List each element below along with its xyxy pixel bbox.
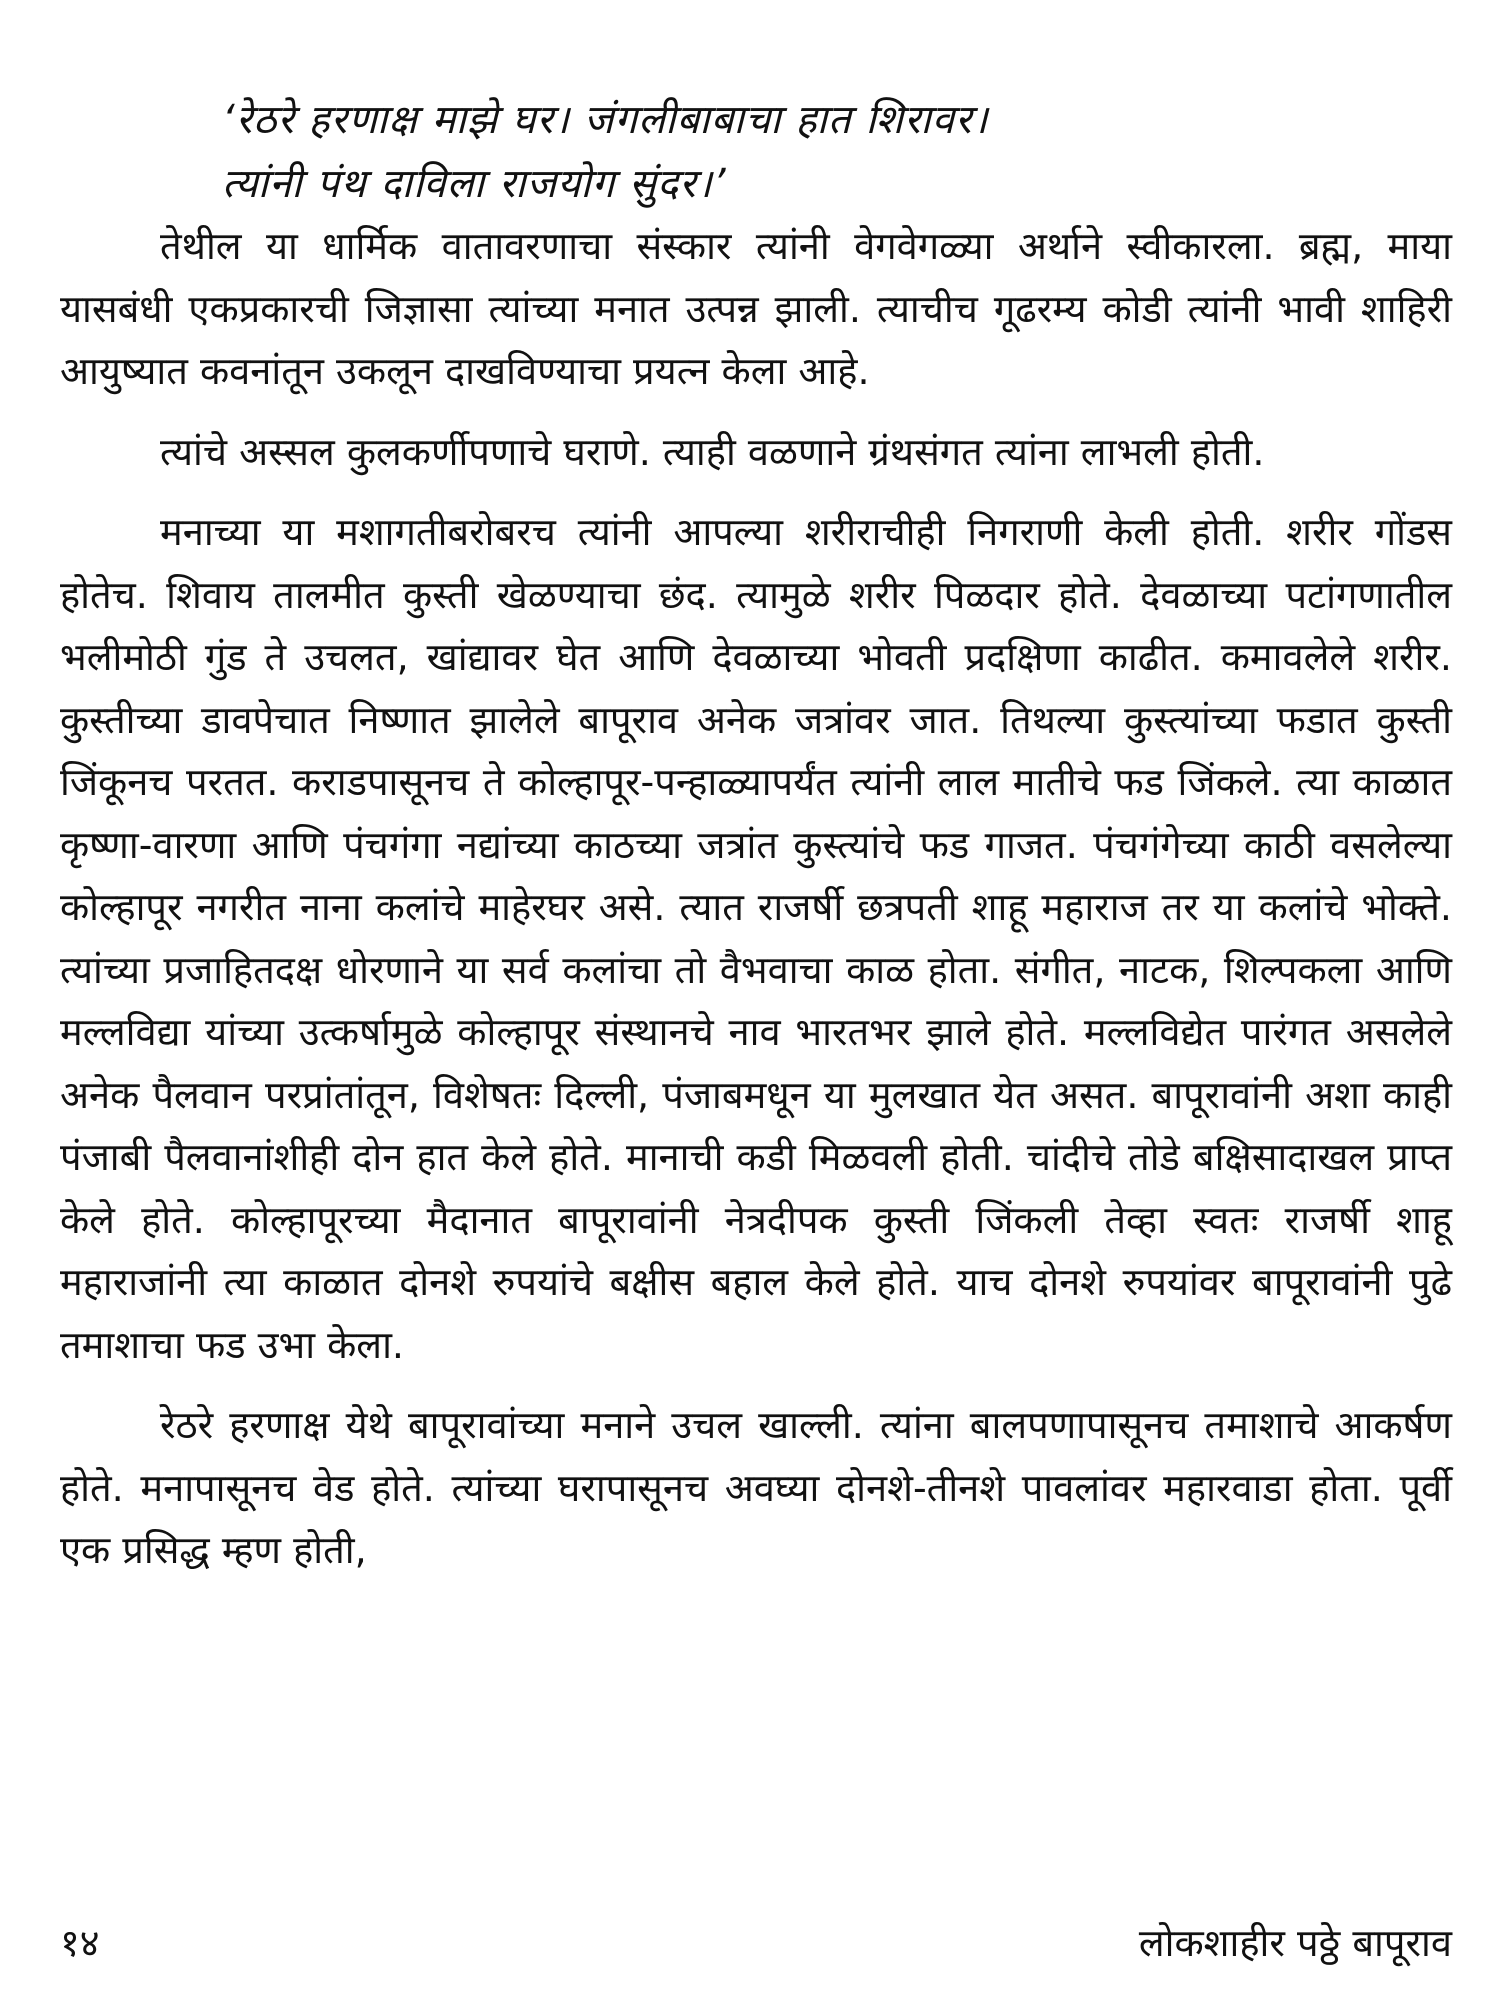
- verse-line-2: त्यांनी पंथ दाविला राजयोग सुंदर।’: [222, 161, 727, 207]
- paragraph-wrestling: मनाच्या या मशागतीबरोबरच त्यांनी आपल्या शरीराचीही निगराणी केली होती. शरीर गोंडस होतेच. शिवाय तालमीत कुस्ती खेळण्याचा छंद. त्यामुळे शरीर पिळदार होते. देवळाच्या पटांगणातील भलीमोठी गुंड ते उचलत, खांद्यावर घेत आणि देवळाच्या भोवती प्रदक्षिणा काढीत. कमावलेले शरीर. कुस्तीच्या डावपेचात निष्णात झालेले बापूराव अनेक जत्रांवर जात. तिथल्या कुस्त्यांच्या फडात कुस्ती जिंकूनच परतत. कराडपासूनच ते कोल्हापूर-पन्हाळ्यापर्यंत त्यांनी लाल मातीचे फड जिंकले. त्या काळात कृष्णा-वारणा आणि पंचगंगा नद्यांच्या काठच्या जत्रांत कुस्त्यांचे फड गाजत. पंचगंगेच्या काठी वसलेल्या कोल्हापूर नगरीत नाना कलांचे माहेरघर असे. त्यात राजर्षी छत्रपती शाहू महाराज तर या कलांचे भोक्ते. त्यांच्या प्रजाहितदक्ष धोरणाने या सर्व कलांचा तो वैभवाचा काळ होता. संगीत, नाटक, शिल्पकला आणि मल्लविद्या यांच्या उत्कर्षामुळे कोल्हापूर संस्थानचे नाव भारतभर झाले होते. मल्लविद्येत पारंगत असलेले अनेक पैलवान परप्रांतांतून, विशेषतः दिल्ली, पंजाबमधून या मुलखात येत असत. बापूरावांनी अशा काही पंजाबी पैलवानांशीही दोन हात केले होते. मानाची कडी मिळवली होती. चांदीचे तोडे बक्षिसादाखल प्राप्त केले होते. कोल्हापूरच्या मैदानात बापूरावांनी नेत्रदीपक कुस्ती जिंकली तेव्हा स्वतः राजर्षी शाहू महाराजांनी त्या काळात दोनशे रुपयांचे बक्षीस बहाल केले होते. याच दोनशे रुपयांवर बापूरावांनी पुढे तमाशाचा फड उभा केला.: [60, 510, 1452, 1367]
- page-footer: [60, 1918, 1452, 1968]
- running-title: लोकशाहीर पठ्ठे बापूराव: [1138, 1921, 1452, 1965]
- verse-line-1: ‘रेठरे हरणाक्ष माझे घर। जंगलीबाबाचा हात शिरावर।: [222, 97, 989, 143]
- page-number: १४: [60, 1921, 100, 1965]
- verse-quote: [222, 88, 1382, 216]
- paragraph-family-lineage: त्यांचे अस्सल कुलकर्णीपणाचे घराणे. त्याही वळणाने ग्रंथसंगत त्यांना लाभली होती.: [160, 429, 1265, 474]
- paragraph-religious-influence: तेथील या धार्मिक वातावरणाचा संस्कार त्यांनी वेगवेगळ्या अर्थाने स्वीकारला. ब्रह्म, माया यासबंधी एकप्रकारची जिज्ञासा त्यांच्या मनात उत्पन्न झाली. त्याचीच गूढरम्य कोडी त्यांनी भावी शाहिरी आयुष्यात कवनांतून उकलून दाखविण्याचा प्रयत्न केला आहे.: [60, 224, 1452, 393]
- body-text: [60, 215, 1452, 1582]
- paragraph-tamasha-attraction: रेठरे हरणाक्ष येथे बापूरावांच्या मनाने उचल खाल्ली. त्यांना बालपणापासूनच तमाशाचे आकर्षण होते. मनापासूनच वेड होते. त्यांच्या घरापासूनच अवघ्या दोनशे-तीनशे पावलांवर महारवाडा होता. पूर्वी एक प्रसिद्ध म्हण होती,: [60, 1403, 1452, 1572]
